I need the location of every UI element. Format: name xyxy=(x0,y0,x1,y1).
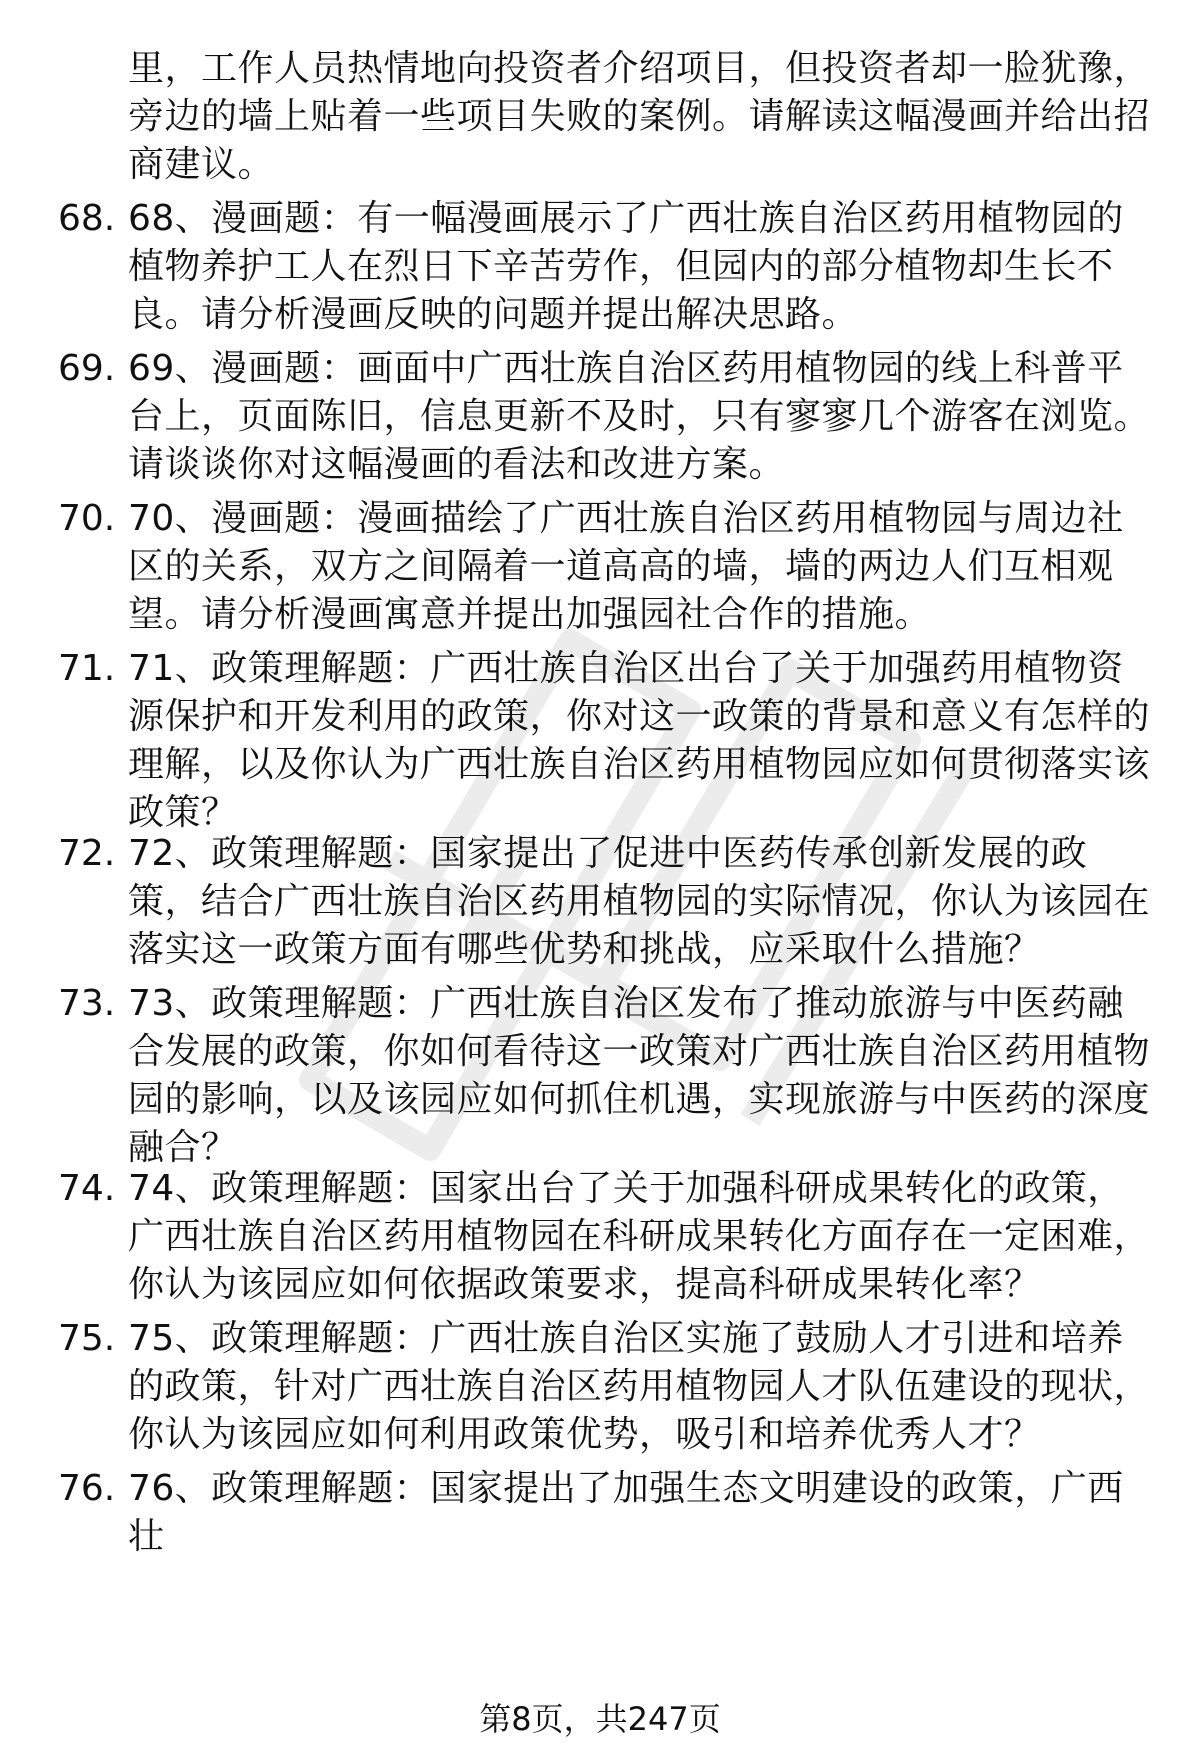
item-text: 72、政策理解题：国家提出了促进中医药传承创新发展的政策，结合广西壮族自治区药用植物园的实际情况，你认为该园在落实这一政策方面有哪些优势和挑战，应采取什么措施？ xyxy=(128,833,1151,970)
item-number: 69. xyxy=(58,348,116,389)
item-number: 68. xyxy=(58,198,116,239)
item-number: 76. xyxy=(58,1468,116,1509)
item-number: 71. xyxy=(58,648,116,689)
intro-paragraph: 里，工作人员热情地向投资者介绍项目，但投资者却一脸犹豫，旁边的墙上贴着一些项目失败的案例。请解读这幅漫画并给出招商建议。 xyxy=(128,48,1151,185)
item-text: 71、政策理解题：广西壮族自治区出台了关于加强药用植物资源保护和开发利用的政策，你对这一政策的背景和意义有怎样的理解，以及你认为广西壮族自治区药用植物园应如何贯彻落实该政策？ xyxy=(128,648,1151,833)
item-text: 68、漫画题：有一幅漫画展示了广西壮族自治区药用植物园的植物养护工人在烈日下辛苦劳作，但园内的部分植物却生长不良。请分析漫画反映的问题并提出解决思路。 xyxy=(128,198,1124,335)
page-footer: 第8页，共247页 xyxy=(479,1700,721,1738)
item-number: 72. xyxy=(58,833,116,874)
item-number: 70. xyxy=(58,498,116,539)
item-text: 74、政策理解题：国家出台了关于加强科研成果转化的政策，广西壮族自治区药用植物园在科研成果转化方面存在一定困难，你认为该园应如何依据政策要求，提高科研成果转化率？ xyxy=(128,1168,1151,1305)
item-text: 75、政策理解题：广西壮族自治区实施了鼓励人才引进和培养的政策，针对广西壮族自治区药用植物园人才队伍建设的现状，你认为该园应如何利用政策优势，吸引和培养优秀人才？ xyxy=(128,1318,1151,1455)
item-number: 73. xyxy=(58,983,116,1024)
item-number: 75. xyxy=(58,1318,116,1359)
item-text: 70、漫画题：漫画描绘了广西壮族自治区药用植物园与周边社区的关系，双方之间隔着一道高高的墙，墙的两边人们互相观望。请分析漫画寓意并提出加强园社合作的措施。 xyxy=(128,498,1124,635)
item-number: 74. xyxy=(58,1168,116,1209)
item-text: 76、政策理解题：国家提出了加强生态文明建设的政策，广西壮 xyxy=(128,1468,1124,1557)
item-text: 73、政策理解题：广西壮族自治区发布了推动旅游与中医药融合发展的政策，你如何看待这一政策对广西壮族自治区药用植物园的影响，以及该园应如何抓住机遇，实现旅游与中医药的深度融合？ xyxy=(128,983,1151,1168)
item-text: 69、漫画题：画面中广西壮族自治区药用植物园的线上科普平台上，页面陈旧，信息更新不及时，只有寥寥几个游客在浏览。请谈谈你对这幅漫画的看法和改进方案。 xyxy=(128,348,1151,485)
